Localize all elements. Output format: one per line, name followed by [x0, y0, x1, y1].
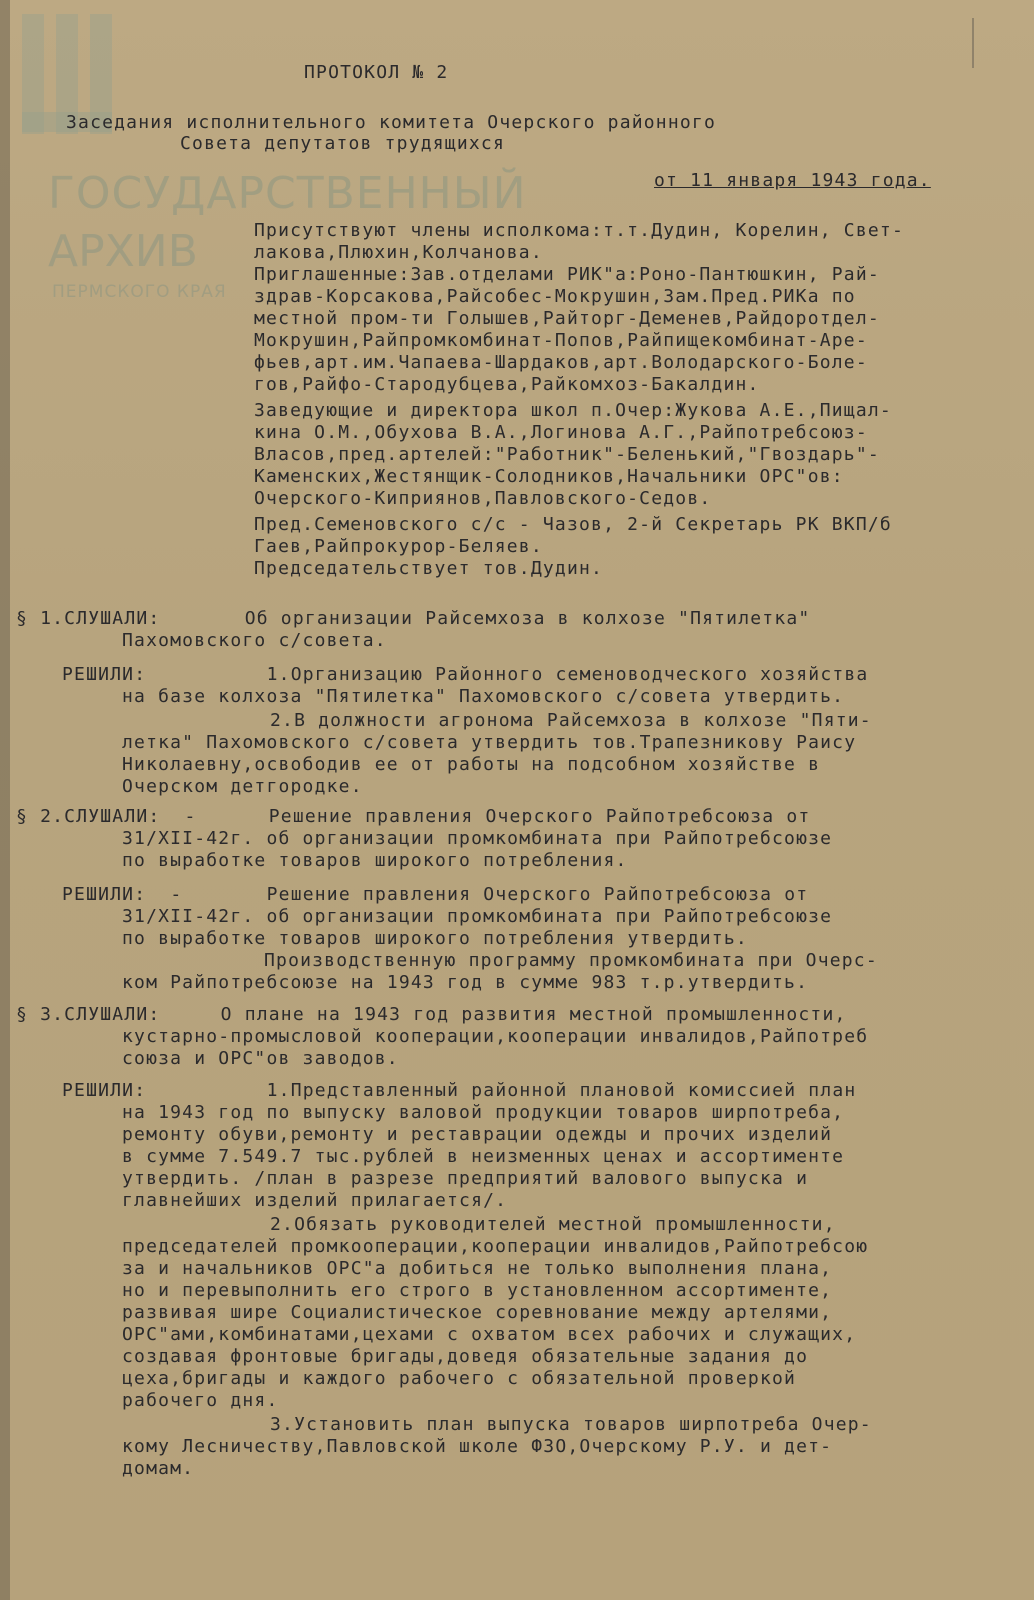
section-2-decided: РЕШИЛИ: - Решение правления Очерского Райпотребсоюза от [62, 884, 809, 905]
text-line: утвердить. /план в разрезе предприятий валового выпуска и [122, 1168, 809, 1189]
text-line: председателей промкооперации,кооперации инвалидов,Райпотребсою [122, 1236, 869, 1257]
text-line: 31/XII-42г. об организации промкомбината при Райпотребсоюзе [122, 828, 833, 849]
text-line: местной пром-ти Голышев,Райторг-Деменев,Райдоротдел- [254, 308, 880, 329]
text-line: здрав-Корсакова,Райсобес-Мокрушин,Зам.Пред.РИКа по [254, 286, 856, 307]
text-line: Николаевну,освободив ее от работы на подсобном хозяйстве в [122, 754, 821, 775]
text-line: 2.Обязать руководителей местной промышленности, [270, 1214, 836, 1235]
document-date: от 11 января 1943 года. [654, 170, 931, 191]
text-line: гов,Райфо-Стародубцева,Райкомхоз-Бакалдин. [254, 374, 760, 395]
text-line: 2.В должности агронома Райсемхоза в колхозе "Пяти- [270, 710, 872, 731]
document-title: ПРОТОКОЛ № 2 [304, 62, 449, 83]
text-line: 3.Установить план выпуска товаров ширпотреба Очер- [270, 1414, 872, 1435]
watermark-line-2: АРХИВ [48, 226, 198, 277]
text-line: по выработке товаров широкого потребления. [122, 850, 628, 871]
text-line: лакова,Плюхин,Колчанова. [254, 242, 543, 263]
text-line: Председательствует тов.Дудин. [254, 558, 604, 579]
text-line: кина О.М.,Обухова В.А.,Логинова А.Г.,Райпотребсоюз- [254, 422, 868, 443]
text-line: по выработке товаров широкого потребления утвердить. [122, 928, 748, 949]
text-line: Очерского-Киприянов,Павловского-Седов. [254, 488, 712, 509]
text-line: кому Лесничеству,Павловской школе ФЗО,Очерскому Р.У. и дет- [122, 1436, 833, 1457]
section-1-decided: РЕШИЛИ: 1.Организацию Районного семеноводческого хозяйства [62, 664, 869, 685]
text-line: ремонту обуви,ремонту и реставрации одежды и прочих изделий [122, 1124, 833, 1145]
text-line: за и начальников ОРС"а добиться не только выполнения плана, [122, 1258, 833, 1279]
document-subtitle-2: Совета депутатов трудящихся [180, 133, 505, 154]
section-3-decided: РЕШИЛИ: 1.Представленный районной плановой комиссией план [62, 1080, 857, 1101]
text-line: Мокрушин,Райпромкомбинат-Попов,Райпищекомбинат-Аре- [254, 330, 868, 351]
text-line: Каменских,Жестянщик-Солодников,Начальники ОРС"ов: [254, 466, 844, 487]
text-line: в сумме 7.549.7 тыс.рублей в неизменных ценах и ассортименте [122, 1146, 845, 1167]
text-line: ком Райпотребсоюзе на 1943 год в сумме 983 т.р.утвердить. [122, 972, 809, 993]
section-1-heard: § 1.СЛУШАЛИ: Об организации Райсемхоза в колхозе "Пятилетка" [16, 608, 811, 629]
text-line: рабочего дня. [122, 1390, 279, 1411]
text-line: создавая фронтовые бригады,доведя обязательные задания до [122, 1346, 809, 1367]
text-line: главнейших изделий прилагается/. [122, 1190, 508, 1211]
document-subtitle-1: Заседания исполнительного комитета Очерского районного [66, 112, 716, 133]
text-line: Заведующие и директора школ п.Очер:Жукова А.Е.,Пищал- [254, 400, 892, 421]
text-line: 31/XII-42г. об организации промкомбината при Райпотребсоюзе [122, 906, 833, 927]
text-line: Присутствуют члены исполкома:т.т.Дудин, Корелин, Свет- [254, 220, 904, 241]
text-line: на базе колхоза "Пятилетка" Пахомовского с/совета утвердить. [122, 686, 845, 707]
margin-mark [972, 18, 978, 68]
text-line: Власов,пред.артелей:"Работник"-Беленький,"Гвоздарь"- [254, 444, 880, 465]
text-line: цеха,бригады и каждого рабочего с обязательной проверкой [122, 1368, 797, 1389]
watermark-line-1: ГОСУДАРСТВЕННЫЙ [48, 168, 527, 219]
text-line: союза и ОРС"ов заводов. [122, 1048, 399, 1069]
text-line: Пахомовского с/совета. [122, 630, 387, 651]
text-line: Гаев,Райпрокурор-Беляев. [254, 536, 543, 557]
watermark-line-3: ПЕРМСКОГО КРАЯ [52, 282, 227, 302]
text-line: на 1943 год по выпуску валовой продукции товаров ширпотреба, [122, 1102, 845, 1123]
text-line: Очерском детгородке. [122, 776, 363, 797]
text-line: Приглашенные:Зав.отделами РИК"а:Роно-Пантюшкин, Рай- [254, 264, 880, 285]
text-line: летка" Пахомовского с/совета утвердить тов.Трапезникову Раису [122, 732, 857, 753]
section-2-heard: § 2.СЛУШАЛИ: - Решение правления Очерского Райпотребсоюза от [16, 806, 811, 827]
text-line: Пред.Семеновского с/с - Чазов, 2-й Секретарь РК ВКП/б [254, 514, 892, 535]
text-line: развивая шире Социалистическое соревнование между артелями, [122, 1302, 833, 1323]
text-line: фьев,арт.им.Чапаева-Шардаков,арт.Володарского-Боле- [254, 352, 868, 373]
scan-edge [0, 0, 10, 1600]
section-3-heard: § 3.СЛУШАЛИ: О плане на 1943 год развития местной промышленности, [16, 1004, 847, 1025]
text-line: домам. [122, 1458, 195, 1479]
text-line: Производственную программу промкомбината при Очерс- [264, 950, 878, 971]
text-line: ОРС"ами,комбинатами,цехами с охватом всех рабочих и служащих, [122, 1324, 857, 1345]
text-line: но и перевыполнить его строго в установленном ассортименте, [122, 1280, 833, 1301]
text-line: кустарно-промысловой кооперации,кооперации инвалидов,Райпотреб [122, 1026, 869, 1047]
